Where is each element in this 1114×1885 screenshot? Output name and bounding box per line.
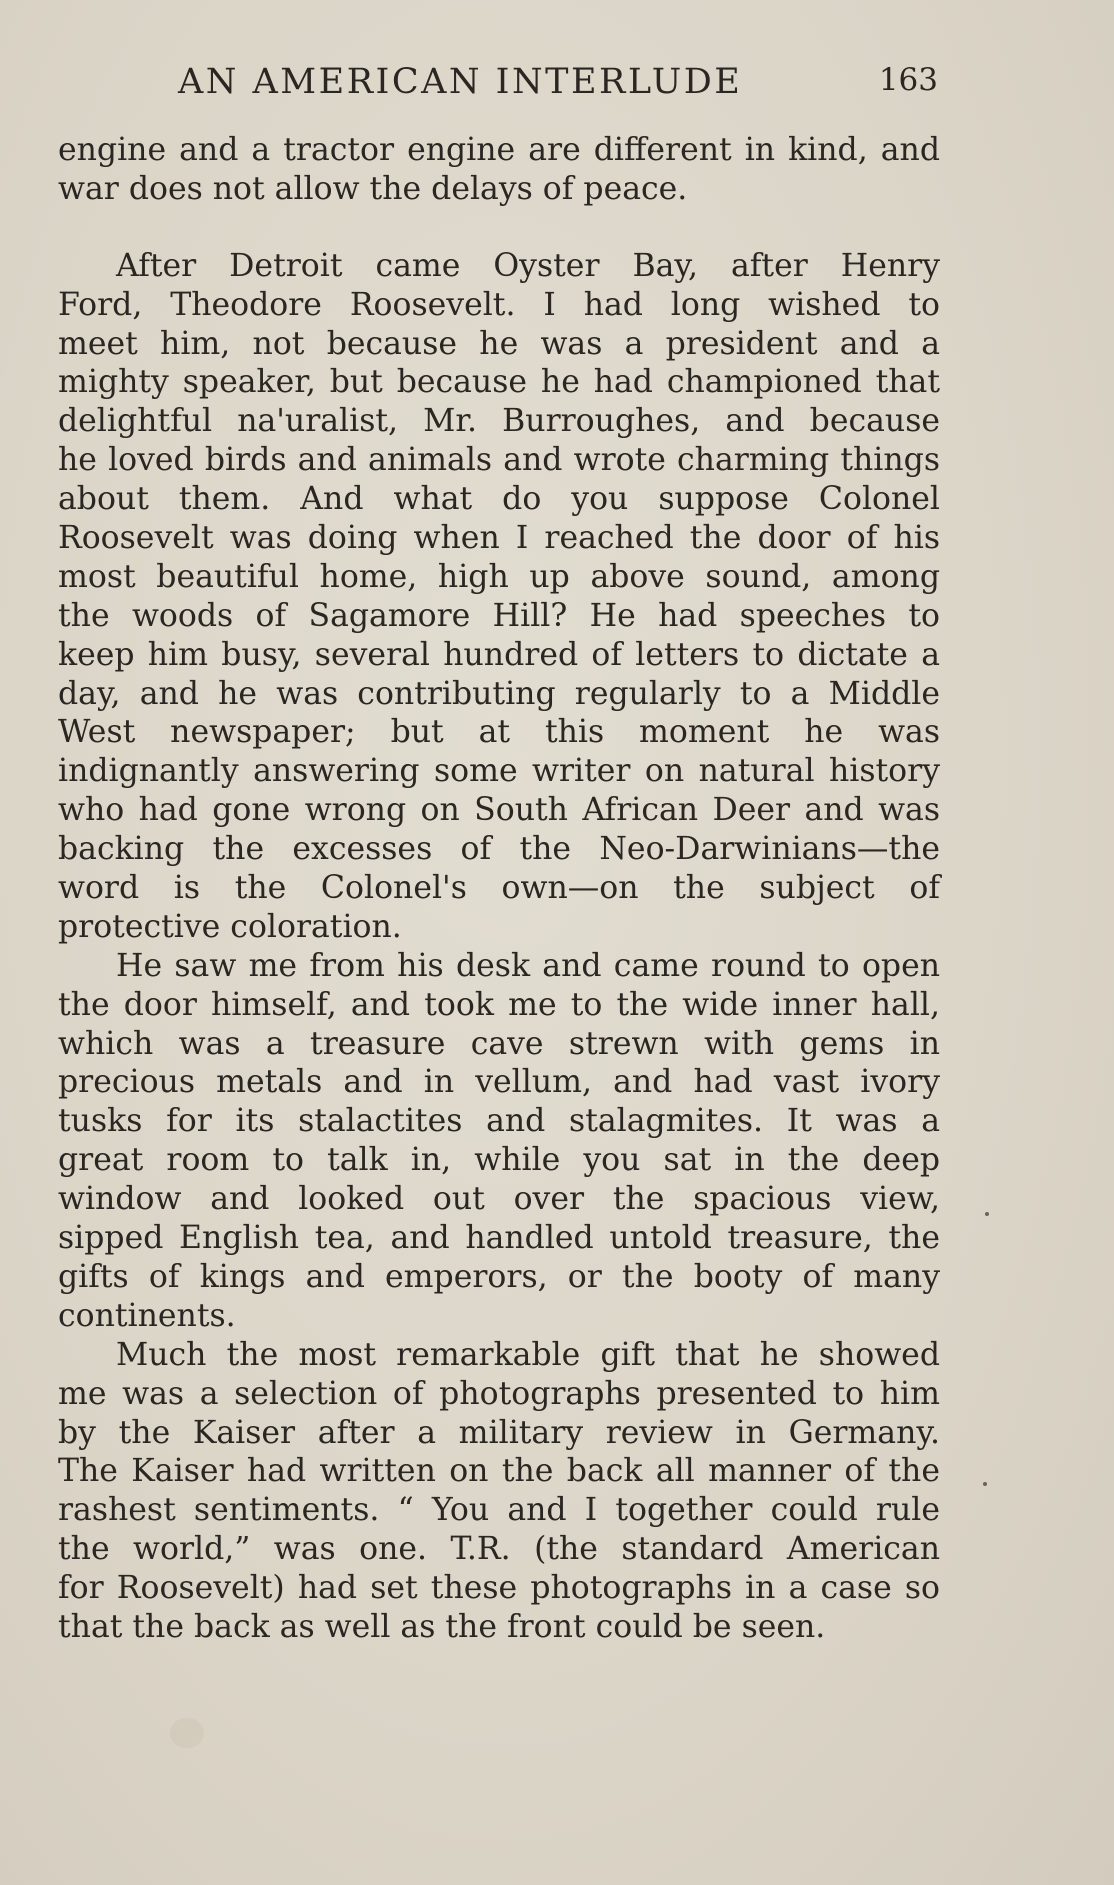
text-line: engine and a tractor engine are different in kind, and — [58, 132, 940, 168]
running-header — [58, 62, 938, 106]
page-stain — [170, 1718, 204, 1748]
text-line: delightful na'uralist, Mr. Burroughes, and because — [58, 403, 940, 440]
text-line: by the Kaiser after a military review in Germany. — [58, 1414, 940, 1451]
paragraph — [58, 247, 940, 947]
page-speck — [983, 1482, 987, 1486]
text-line: the world,” was one. T.R. (the standard American — [58, 1531, 940, 1568]
text-line: that the back as well as the front could be seen. — [58, 1608, 826, 1645]
text-line: meet him, not because he was a president and a — [58, 325, 940, 362]
page-speck — [985, 1212, 989, 1216]
text-line: continents. — [58, 1297, 236, 1334]
text-line: about them. And what do you suppose Colonel — [58, 481, 940, 518]
text-line: backing the excesses of the Neo-Darwinians—the — [58, 831, 940, 868]
paragraph — [58, 131, 940, 209]
text-line: tusks for its stalactites and stalagmites. It was a — [58, 1103, 940, 1140]
text-line: After Detroit came Oyster Bay, after Henry — [116, 247, 940, 284]
text-line: most beautiful home, high up above sound, among — [58, 558, 940, 595]
text-line: the woods of Sagamore Hill? He had speeches to — [58, 597, 940, 634]
text-line: day, and he was contributing regularly to a Middle — [58, 675, 940, 712]
running-title: AN AMERICAN INTERLUDE — [178, 62, 743, 102]
text-line: me was a selection of photographs presented to him — [58, 1375, 940, 1412]
paragraph — [58, 947, 940, 1336]
text-line: The Kaiser had written on the back all manner of the — [58, 1453, 940, 1490]
text-line: mighty speaker, but because he had championed that — [58, 364, 940, 401]
text-line: indignantly answering some writer on natural history — [58, 753, 940, 790]
text-line: rashest sentiments. “ You and I together could rule — [58, 1492, 940, 1529]
page-number: 163 — [878, 62, 938, 98]
text-line: the door himself, and took me to the wide inner hall, — [58, 986, 940, 1023]
text-line: keep him busy, several hundred of letters to dictate a — [58, 636, 940, 673]
text-line: for Roosevelt) had set these photographs in a case so — [58, 1570, 940, 1607]
text-line: window and looked out over the spacious view, — [58, 1181, 940, 1218]
text-line: word is the Colonel's own—on the subject of — [58, 870, 940, 907]
paragraph — [58, 1336, 940, 1647]
text-line: gifts of kings and emperors, or the booty of many — [58, 1258, 940, 1295]
text-line: Much the most remarkable gift that he showed — [116, 1336, 940, 1373]
text-line: sipped English tea, and handled untold treasure, the — [58, 1220, 940, 1257]
text-line: Ford, Theodore Roosevelt. I had long wished to — [58, 286, 940, 323]
body-text — [58, 131, 940, 1647]
text-line: protective coloration. — [58, 908, 402, 945]
text-line: which was a treasure cave strewn with gems in — [58, 1025, 940, 1062]
text-line: war does not allow the delays of peace. — [58, 170, 688, 207]
text-line: Roosevelt was doing when I reached the door of his — [58, 520, 940, 557]
text-line: He saw me from his desk and came round to open — [116, 947, 940, 984]
text-line: West newspaper; but at this moment he was — [58, 714, 940, 751]
text-line: precious metals and in vellum, and had vast ivory — [58, 1064, 940, 1101]
text-line: he loved birds and animals and wrote charming things — [58, 442, 940, 479]
text-line: who had gone wrong on South African Deer and was — [58, 792, 940, 829]
paragraph-gap — [58, 209, 940, 247]
text-line: great room to talk in, while you sat in the deep — [58, 1142, 940, 1179]
